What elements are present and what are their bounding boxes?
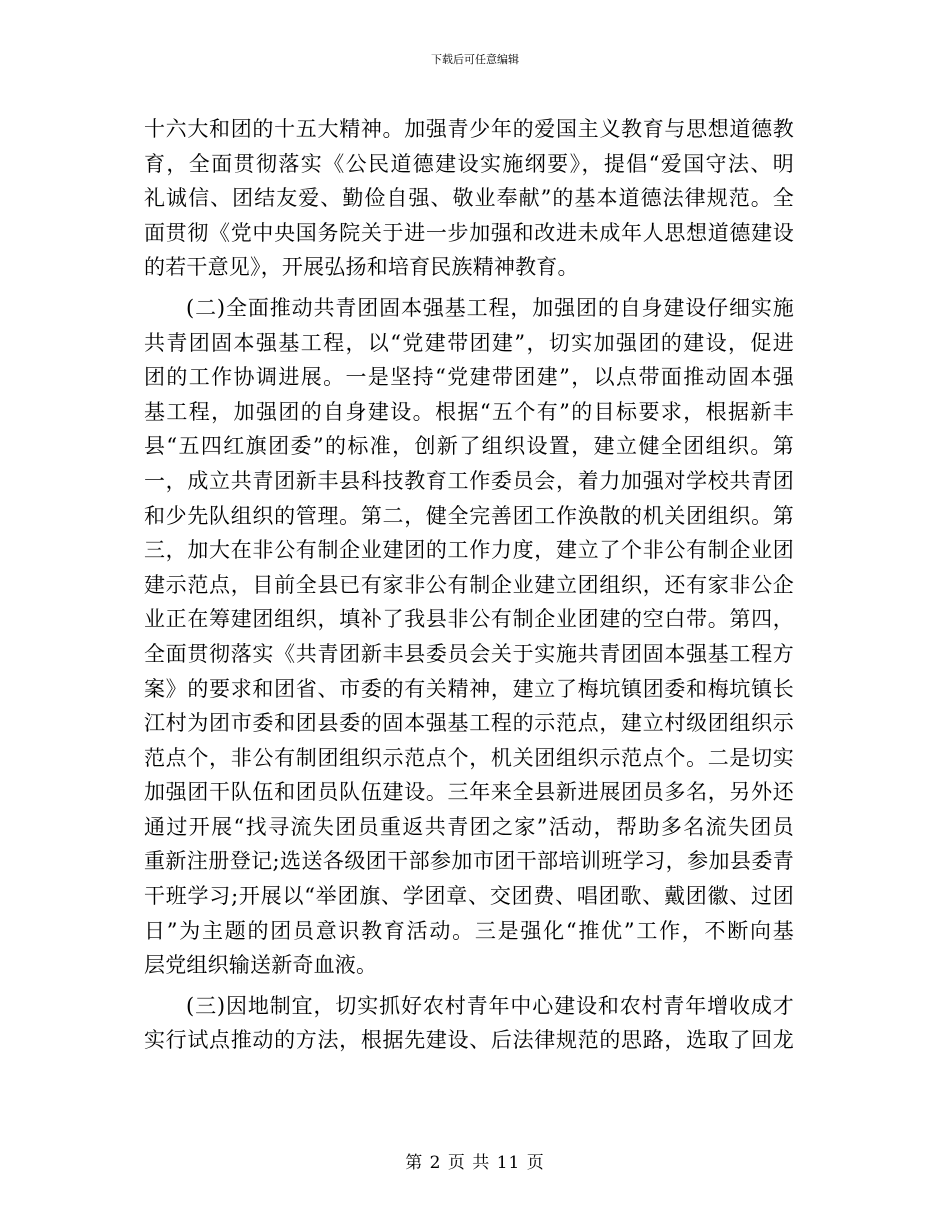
text-line: 重新注册登记;选送各级团干部参加市团干部培训班学习，参加县委青: [144, 849, 794, 874]
paragraph: [144, 989, 794, 1058]
text-line: 建示范点，目前全县已有家非公有制企业建立团组织，还有家非公企: [144, 572, 794, 597]
text-line: 加强团干队伍和团员队伍建设。三年来全县新进展团员多名，另外还: [144, 780, 794, 805]
text-line: 三，加大在非公有制企业建团的工作力度，建立了个非公有制企业团: [144, 538, 794, 563]
text-line: 业正在筹建团组织，填补了我县非公有制企业团建的空白带。第四，: [144, 607, 794, 632]
text-line: 通过开展“找寻流失团员重返共青团之家”活动，帮助多名流失团员: [144, 814, 794, 839]
text-line: 和少先队组织的管理。第二，健全完善团工作涣散的机关团组织。第: [144, 503, 794, 528]
text-line: 实行试点推动的方法，根据先建设、后法律规范的思路，选取了回龙: [144, 1028, 794, 1053]
text-line: 基工程，加强团的自身建设。根据“五个有”的目标要求，根据新丰: [144, 399, 794, 424]
document-body: [144, 112, 794, 1058]
text-line: 十六大和团的十五大精神。加强青少年的爱国主义教育与思想道德教: [144, 117, 794, 141]
text-line: 面贯彻《党中央国务院关于进一步加强和改进未成年人思想道德建设: [144, 220, 794, 245]
text-line: 的若干意见》，开展弘扬和培育民族精神教育。: [144, 255, 579, 280]
paragraph: [144, 112, 794, 285]
text-line: 全面贯彻落实《共青团新丰县委员会关于实施共青团固本强基工程方: [144, 641, 794, 666]
text-line: (二)全面推动共青团固本强基工程，加强团的自身建设仔细实施: [186, 295, 794, 320]
text-line: 育，全面贯彻落实《公民道德建设实施纲要》，提倡“爱国守法、明: [144, 151, 794, 176]
text-line: 干班学习;开展以“举团旗、学团章、交团费、唱团歌、戴团徽、过团: [144, 884, 794, 909]
text-line: 层党组织输送新奇血液。: [144, 953, 378, 978]
text-line: 案》的要求和团省、市委的有关精神，建立了梅坑镇团委和梅坑镇长: [144, 676, 794, 701]
text-line: 一，成立共青团新丰县科技教育工作委员会，着力加强对学校共青团: [144, 468, 794, 493]
paragraph: [144, 291, 794, 983]
text-line: 共青团固本强基工程，以“党建带团建”，切实加强团的建设，促进: [144, 330, 794, 355]
page-number-footer: 第 2 页 共 11 页: [405, 1153, 545, 1173]
text-line: 日”为主题的团员意识教育活动。三是强化“推优”工作，不断向基: [144, 918, 794, 943]
text-line: 江村为团市委和团县委的固本强基工程的示范点，建立村级团组织示: [144, 711, 794, 736]
text-line: 县“五四红旗团委”的标准，创新了组织设置，建立健全团组织。第: [144, 434, 794, 459]
text-line: 团的工作协调进展。一是坚持“党建带团建”，以点带面推动固本强: [144, 365, 794, 390]
page-header-note: 下载后可任意编辑: [431, 53, 519, 66]
text-line: 范点个，非公有制团组织示范点个，机关团组织示范点个。二是切实: [144, 745, 794, 770]
text-line: 礼诚信、团结友爱、勤俭自强、敬业奉献”的基本道德法律规范。全: [144, 186, 794, 211]
text-line: (三)因地制宜，切实抓好农村青年中心建设和农村青年增收成才: [186, 993, 794, 1018]
